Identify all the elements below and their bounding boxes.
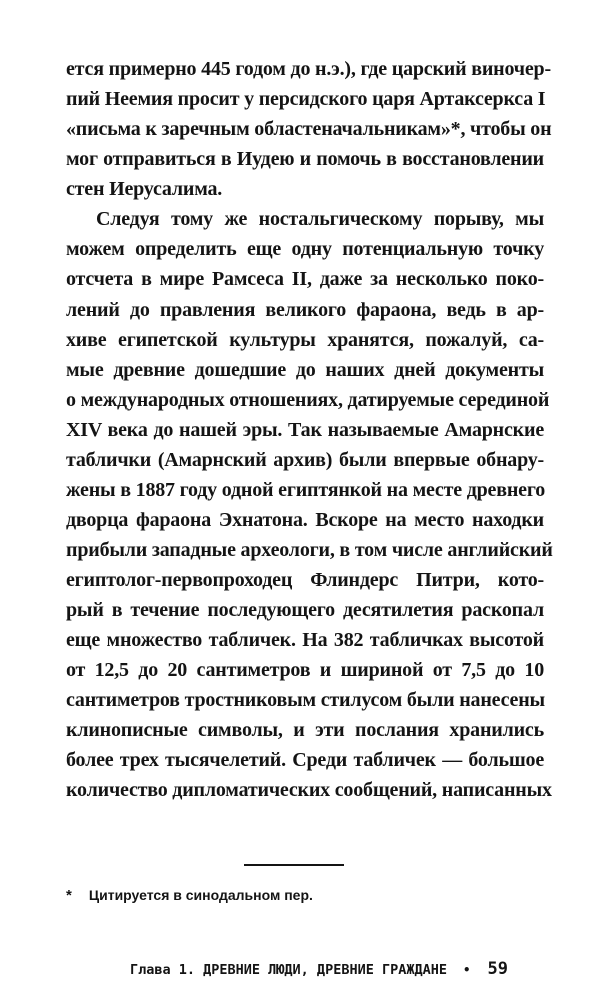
text-line: рый в течение последующего десятилетия раскопал (66, 599, 544, 621)
text-line: можем определить еще одну потенциальную точку (66, 238, 544, 260)
text-line: египтолог-первопроходец Флиндерс Питри, кото- (66, 569, 544, 591)
text-line: количество дипломатических сообщений, написанных (66, 779, 552, 801)
text-line: сантиметров тростниковым стилусом были нанесены (66, 689, 545, 711)
text-line: жены в 1887 году одной египтянкой на месте древнего (66, 479, 546, 501)
text-line: XIV века до нашей эры. Так называемые Амарнские (66, 419, 544, 441)
page-number: 59 (487, 959, 508, 979)
text-line: хиве египетской культуры хранятся, пожалуй, са- (66, 329, 544, 351)
text-line: мые древние дошедшие до наших дней документы (66, 359, 544, 381)
text-line: еще множество табличек. На 382 табличках высотой (66, 629, 544, 651)
text-line: Следуя тому же ностальгическому порыву, мы (96, 208, 544, 230)
text-line: отсчета в мире Рамсеса II, даже за несколько поко- (66, 268, 544, 290)
text-line: дворца фараона Эхнатона. Вскоре на место находки (66, 509, 544, 531)
footnote-marker: * (66, 887, 72, 904)
text-line: мог отправиться в Иудею и помочь в восстановлении (66, 148, 544, 170)
text-line: «письма к заречным областеначальникам»*, чтобы он (66, 118, 552, 140)
running-footer (130, 955, 508, 983)
footnote (66, 883, 313, 907)
text-line: прибыли западные археологи, в том числе английский (66, 539, 553, 561)
text-line: таблички (Амарнский архив) были впервые обнару- (66, 449, 544, 471)
text-line: пий Неемия просит у персидского царя Артаксеркса I (66, 88, 546, 110)
text-line: более трех тысячелетий. Среди табличек — большое (66, 749, 544, 771)
footnote-text: Цитируется в синодальном пер. (88, 887, 313, 903)
footer-separator: • (463, 963, 471, 977)
running-head: Глава 1. ДРЕВНИЕ ЛЮДИ, ДРЕВНИЕ ГРАЖДАНЕ (130, 962, 447, 978)
text-line: о международных отношениях, датируемые серединой (66, 389, 550, 411)
text-line: от 12,5 до 20 сантиметров и шириной от 7,5 до 10 (66, 659, 544, 681)
text-line: клинописные символы, и эти послания хранились (66, 719, 544, 741)
footnote-divider (244, 864, 344, 866)
text-line: стен Иерусалима. (66, 178, 223, 200)
text-line: лений до правления великого фараона, ведь в ар- (66, 299, 544, 321)
text-line: ется примерно 445 годом до н.э.), где царский виночер- (66, 58, 551, 80)
